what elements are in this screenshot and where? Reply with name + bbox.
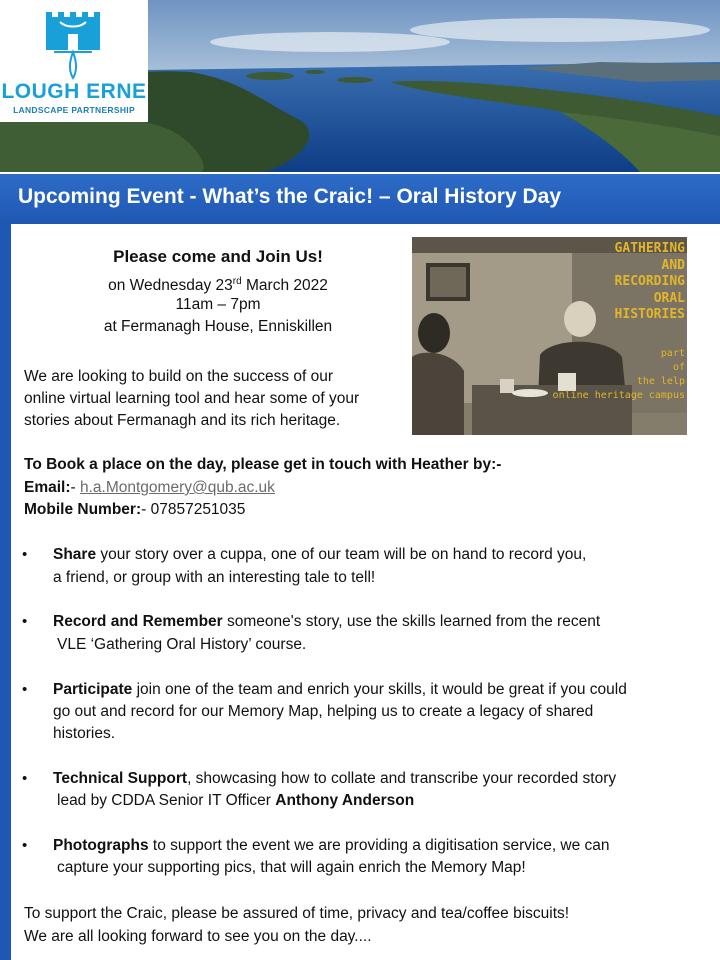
caption-line: part — [660, 348, 685, 359]
bullet-symbol: • — [22, 613, 28, 630]
title-bar — [0, 174, 720, 224]
bullet-text: , showcasing how to collate and transcribe your recorded story — [187, 770, 617, 787]
lough-erne-logo — [0, 0, 148, 122]
logo-subtitle: LANDSCAPE PARTNERSHIP — [13, 105, 135, 115]
bullet-technical — [53, 768, 616, 790]
bullet-participate — [53, 679, 627, 701]
bullet-symbol: • — [22, 546, 28, 563]
presenter-name: Anthony Anderson — [275, 792, 415, 809]
left-accent-rule — [0, 224, 11, 960]
bullet-bold: Technical Support — [53, 770, 188, 787]
bullet-text: histories. — [53, 725, 116, 742]
bullet-share — [53, 544, 586, 566]
date-prefix: on Wednesday 23 — [108, 277, 233, 295]
mobile-label: Mobile Number: — [24, 501, 142, 518]
photo-overlay-caption — [553, 347, 685, 403]
castle-boat-logo-icon — [0, 0, 148, 82]
caption-line: of — [672, 362, 685, 373]
bullet-symbol: • — [22, 681, 28, 698]
photo-overlay-title — [615, 241, 685, 324]
bullet-text: go out and record for our Memory Map, helping us to create a legacy of shared — [53, 703, 594, 720]
bullet-bold: Record and Remember — [53, 613, 223, 630]
about-line: We are looking to build on the success of our — [24, 368, 334, 385]
email-row — [24, 477, 275, 499]
bullet-text: VLE ‘Gathering Oral History’ course. — [57, 636, 307, 653]
page-title: Upcoming Event - What’s the Craic! – Oral History Day — [18, 185, 562, 208]
logo-name: LOUGH ERNE — [1, 80, 147, 103]
overlay-line: RECORDING — [614, 274, 685, 289]
email-separator: - — [70, 479, 80, 496]
bullet-symbol: • — [22, 770, 28, 787]
event-time: 11am – 7pm — [175, 296, 261, 313]
bullet-bold: Share — [53, 546, 97, 563]
about-line: online virtual learning tool and hear some of your — [24, 390, 360, 407]
date-suffix-sup: rd — [232, 276, 242, 287]
bullet-symbol: • — [22, 837, 28, 854]
event-venue: at Fermanagh House, Enniskillen — [103, 318, 333, 335]
booking-lead: To Book a place on the day, please get in touch with Heather by:- — [24, 456, 502, 473]
mobile-number: - 07857251035 — [141, 501, 246, 518]
email-link[interactable]: h.a.Montgomery@qub.ac.uk — [79, 479, 275, 496]
oral-history-photo — [412, 237, 687, 435]
caption-line: online heritage campus — [552, 390, 685, 401]
bullet-text: to support the event we are providing a digitisation service, we can — [148, 837, 610, 854]
caption-line: the lelp — [636, 376, 685, 387]
bullet-bold: Participate — [53, 681, 133, 698]
email-label: Email: — [24, 479, 71, 496]
bullet-photographs — [53, 835, 610, 857]
bullet-text: a friend, or group with an interesting tale to tell! — [53, 569, 376, 586]
bullet-bold: Photographs — [53, 837, 149, 854]
overlay-line: AND — [661, 257, 685, 273]
overlay-line: HISTORIES — [614, 307, 685, 322]
bullet-text-row — [57, 790, 414, 812]
overlay-line: ORAL — [653, 290, 685, 306]
mobile-row — [24, 499, 245, 521]
invite-heading: Please come and Join Us! — [113, 247, 323, 266]
date-month-year: March 2022 — [241, 277, 328, 295]
header-banner — [0, 0, 720, 172]
bullet-text: lead by CDDA Senior IT Officer — [57, 792, 276, 809]
closing-line: We are all looking forward to see you on the day.... — [24, 928, 372, 945]
bullet-text: someone's story, use the skills learned from the recent — [222, 613, 601, 630]
bullet-text: your story over a cuppa, one of our team will be on hand to record you, — [96, 546, 587, 563]
bullet-text: join one of the team and enrich your skills, it would be great if you could — [132, 681, 627, 698]
bullet-record — [53, 611, 600, 633]
closing-line: To support the Craic, please be assured of time, privacy and tea/coffee biscuits! — [24, 905, 570, 922]
overlay-line: GATHERING — [614, 241, 685, 256]
about-line: stories about Fermanagh and its rich heritage. — [24, 412, 341, 429]
bullet-text: capture your supporting pics, that will again enrich the Memory Map! — [57, 859, 526, 876]
